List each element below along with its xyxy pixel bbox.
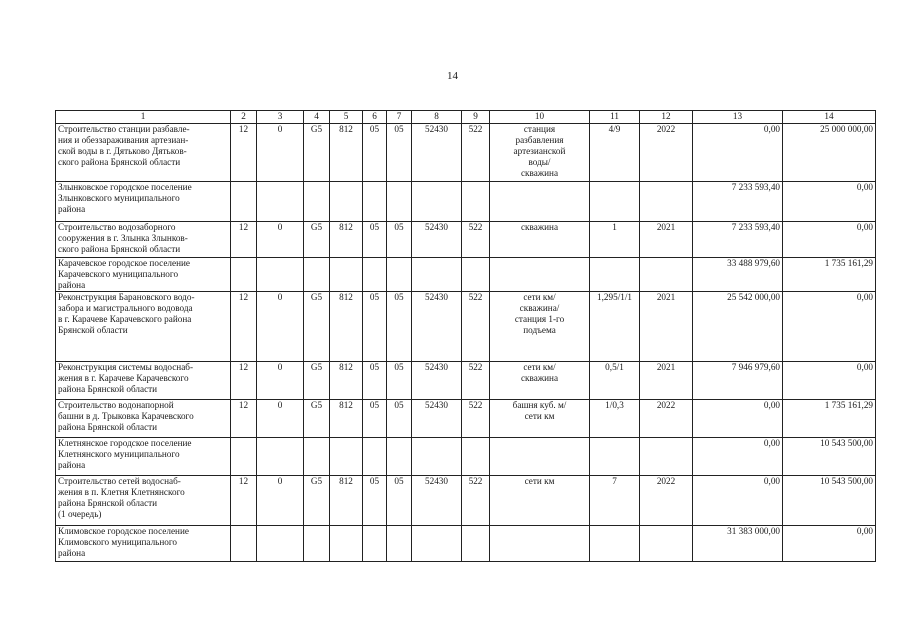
cell-unit bbox=[490, 182, 590, 222]
cell-amount-14: 0,00 bbox=[783, 222, 876, 258]
cell-c2 bbox=[231, 526, 257, 562]
cell-c5: 812 bbox=[330, 292, 363, 362]
cell-c7: 05 bbox=[387, 476, 412, 526]
cell-unit: скважина bbox=[490, 222, 590, 258]
cell-unit: сети км/ скважина/ станция 1-го подъема bbox=[490, 292, 590, 362]
project-row bbox=[56, 124, 876, 182]
cell-amount-14: 10 543 500,00 bbox=[783, 438, 876, 476]
cell-amount-13: 0,00 bbox=[693, 400, 783, 438]
cell-amount-13: 7 233 593,40 bbox=[693, 222, 783, 258]
cell-c7 bbox=[387, 438, 412, 476]
cell-c4: G5 bbox=[304, 222, 330, 258]
cell-capacity bbox=[590, 258, 640, 292]
column-header-5: 5 bbox=[330, 111, 363, 124]
cell-c8: 52430 bbox=[412, 476, 462, 526]
cell-c8 bbox=[412, 438, 462, 476]
cell-c9: 522 bbox=[462, 222, 490, 258]
cell-c9: 522 bbox=[462, 476, 490, 526]
cell-capacity: 4/9 bbox=[590, 124, 640, 182]
cell-c9 bbox=[462, 182, 490, 222]
cell-c9: 522 bbox=[462, 292, 490, 362]
cell-c9: 522 bbox=[462, 362, 490, 400]
cell-c3: 0 bbox=[257, 400, 304, 438]
cell-name: Строительство сетей водоснаб- жения в п. Клетня Клетнянского района Брянской области (1 очередь) bbox=[56, 476, 231, 526]
cell-c6: 05 bbox=[363, 476, 387, 526]
cell-c2: 12 bbox=[231, 124, 257, 182]
cell-c7 bbox=[387, 526, 412, 562]
cell-year bbox=[640, 526, 693, 562]
budget-table bbox=[55, 110, 876, 562]
cell-c6: 05 bbox=[363, 124, 387, 182]
cell-year: 2022 bbox=[640, 124, 693, 182]
column-header-13: 13 bbox=[693, 111, 783, 124]
cell-c9: 522 bbox=[462, 124, 490, 182]
cell-c3: 0 bbox=[257, 362, 304, 400]
cell-c6 bbox=[363, 438, 387, 476]
table-body bbox=[56, 124, 876, 562]
column-header-1: 1 bbox=[56, 111, 231, 124]
settlement-row bbox=[56, 258, 876, 292]
cell-c2: 12 bbox=[231, 476, 257, 526]
cell-capacity bbox=[590, 438, 640, 476]
cell-amount-14: 0,00 bbox=[783, 292, 876, 362]
cell-amount-13: 31 383 000,00 bbox=[693, 526, 783, 562]
cell-c5: 812 bbox=[330, 222, 363, 258]
cell-amount-14: 0,00 bbox=[783, 362, 876, 400]
cell-unit bbox=[490, 258, 590, 292]
cell-amount-14: 1 735 161,29 bbox=[783, 400, 876, 438]
cell-c4: G5 bbox=[304, 362, 330, 400]
cell-unit bbox=[490, 438, 590, 476]
cell-c4: G5 bbox=[304, 476, 330, 526]
settlement-row bbox=[56, 526, 876, 562]
cell-capacity: 0,5/1 bbox=[590, 362, 640, 400]
cell-amount-13: 0,00 bbox=[693, 124, 783, 182]
cell-capacity bbox=[590, 182, 640, 222]
column-header-11: 11 bbox=[590, 111, 640, 124]
cell-c6 bbox=[363, 258, 387, 292]
cell-c2 bbox=[231, 258, 257, 292]
cell-amount-13: 7 233 593,40 bbox=[693, 182, 783, 222]
column-header-10: 10 bbox=[490, 111, 590, 124]
cell-year bbox=[640, 182, 693, 222]
column-header-6: 6 bbox=[363, 111, 387, 124]
cell-c4: G5 bbox=[304, 124, 330, 182]
cell-c4 bbox=[304, 438, 330, 476]
page-number: 14 bbox=[447, 70, 458, 82]
cell-c8 bbox=[412, 258, 462, 292]
cell-unit bbox=[490, 526, 590, 562]
cell-c6: 05 bbox=[363, 292, 387, 362]
cell-year bbox=[640, 258, 693, 292]
cell-c3 bbox=[257, 258, 304, 292]
cell-c3 bbox=[257, 438, 304, 476]
project-row bbox=[56, 222, 876, 258]
cell-amount-14: 1 735 161,29 bbox=[783, 258, 876, 292]
cell-c8: 52430 bbox=[412, 400, 462, 438]
cell-name: Строительство станции разбавле- ния и обеззараживания артезиан- ской воды в г. Дятьково Дятьков- ского района Брянской области bbox=[56, 124, 231, 182]
cell-c4 bbox=[304, 258, 330, 292]
cell-c7: 05 bbox=[387, 292, 412, 362]
cell-c9 bbox=[462, 438, 490, 476]
cell-year: 2021 bbox=[640, 292, 693, 362]
cell-c6: 05 bbox=[363, 362, 387, 400]
cell-c2: 12 bbox=[231, 400, 257, 438]
cell-year: 2022 bbox=[640, 400, 693, 438]
cell-c4: G5 bbox=[304, 400, 330, 438]
cell-year: 2021 bbox=[640, 222, 693, 258]
cell-c7: 05 bbox=[387, 400, 412, 438]
cell-year: 2022 bbox=[640, 476, 693, 526]
cell-amount-13: 7 946 979,60 bbox=[693, 362, 783, 400]
cell-capacity: 7 bbox=[590, 476, 640, 526]
cell-c9 bbox=[462, 526, 490, 562]
cell-c5 bbox=[330, 182, 363, 222]
column-header-2: 2 bbox=[231, 111, 257, 124]
settlement-row bbox=[56, 182, 876, 222]
cell-name: Карачевское городское поселение Карачевского муниципального района bbox=[56, 258, 231, 292]
cell-c5: 812 bbox=[330, 476, 363, 526]
cell-c3: 0 bbox=[257, 292, 304, 362]
cell-c2: 12 bbox=[231, 362, 257, 400]
cell-amount-14: 0,00 bbox=[783, 182, 876, 222]
cell-c6 bbox=[363, 526, 387, 562]
project-row bbox=[56, 400, 876, 438]
cell-c5 bbox=[330, 258, 363, 292]
cell-c3: 0 bbox=[257, 476, 304, 526]
cell-c7 bbox=[387, 258, 412, 292]
cell-c5: 812 bbox=[330, 362, 363, 400]
cell-capacity bbox=[590, 526, 640, 562]
cell-amount-13: 0,00 bbox=[693, 438, 783, 476]
cell-capacity: 1,295/1/1 bbox=[590, 292, 640, 362]
cell-unit: станция разбавления артезианской воды/ скважина bbox=[490, 124, 590, 182]
cell-name: Климовское городское поселение Климовского муниципального района bbox=[56, 526, 231, 562]
cell-amount-13: 0,00 bbox=[693, 476, 783, 526]
cell-name: Строительство водозаборного сооружения в г. Злынка Злынков- ского района Брянской области bbox=[56, 222, 231, 258]
header-row bbox=[56, 111, 876, 124]
cell-c6: 05 bbox=[363, 400, 387, 438]
column-header-9: 9 bbox=[462, 111, 490, 124]
cell-year: 2021 bbox=[640, 362, 693, 400]
project-row bbox=[56, 292, 876, 362]
cell-amount-14: 25 000 000,00 bbox=[783, 124, 876, 182]
cell-c5 bbox=[330, 526, 363, 562]
cell-capacity: 1/0,3 bbox=[590, 400, 640, 438]
cell-c4: G5 bbox=[304, 292, 330, 362]
cell-name: Реконструкция системы водоснаб- жения в г. Карачеве Карачевского района Брянской области bbox=[56, 362, 231, 400]
cell-c2: 12 bbox=[231, 222, 257, 258]
cell-amount-14: 0,00 bbox=[783, 526, 876, 562]
cell-c4 bbox=[304, 526, 330, 562]
cell-c7: 05 bbox=[387, 124, 412, 182]
cell-amount-13: 33 488 979,60 bbox=[693, 258, 783, 292]
cell-c8: 52430 bbox=[412, 124, 462, 182]
project-row bbox=[56, 362, 876, 400]
column-header-8: 8 bbox=[412, 111, 462, 124]
cell-c7 bbox=[387, 182, 412, 222]
column-header-7: 7 bbox=[387, 111, 412, 124]
project-row bbox=[56, 476, 876, 526]
cell-c5: 812 bbox=[330, 400, 363, 438]
cell-year bbox=[640, 438, 693, 476]
cell-capacity: 1 bbox=[590, 222, 640, 258]
cell-c7: 05 bbox=[387, 362, 412, 400]
cell-c3 bbox=[257, 526, 304, 562]
cell-c9: 522 bbox=[462, 400, 490, 438]
cell-c5 bbox=[330, 438, 363, 476]
cell-c4 bbox=[304, 182, 330, 222]
cell-c3: 0 bbox=[257, 222, 304, 258]
cell-unit: сети км/ скважина bbox=[490, 362, 590, 400]
column-header-4: 4 bbox=[304, 111, 330, 124]
cell-name: Реконструкция Барановского водо- забора и магистрального водовода в г. Карачеве Карачевского района Брянской области bbox=[56, 292, 231, 362]
cell-c5: 812 bbox=[330, 124, 363, 182]
settlement-row bbox=[56, 438, 876, 476]
cell-c6 bbox=[363, 182, 387, 222]
cell-amount-14: 10 543 500,00 bbox=[783, 476, 876, 526]
cell-c9 bbox=[462, 258, 490, 292]
cell-c2 bbox=[231, 438, 257, 476]
cell-unit: башня куб. м/ сети км bbox=[490, 400, 590, 438]
cell-c8: 52430 bbox=[412, 222, 462, 258]
cell-c3 bbox=[257, 182, 304, 222]
cell-name: Злынковское городское поселение Злынковского муниципального района bbox=[56, 182, 231, 222]
cell-name: Клетнянское городское поселение Клетнянского муниципального района bbox=[56, 438, 231, 476]
cell-unit: сети км bbox=[490, 476, 590, 526]
cell-c8: 52430 bbox=[412, 292, 462, 362]
column-header-12: 12 bbox=[640, 111, 693, 124]
cell-c3: 0 bbox=[257, 124, 304, 182]
cell-c6: 05 bbox=[363, 222, 387, 258]
cell-c7: 05 bbox=[387, 222, 412, 258]
cell-c8 bbox=[412, 182, 462, 222]
column-header-3: 3 bbox=[257, 111, 304, 124]
cell-name: Строительство водонапорной башни в д. Трыковка Карачевского района Брянской области bbox=[56, 400, 231, 438]
cell-c8: 52430 bbox=[412, 362, 462, 400]
column-header-14: 14 bbox=[783, 111, 876, 124]
cell-c2 bbox=[231, 182, 257, 222]
cell-amount-13: 25 542 000,00 bbox=[693, 292, 783, 362]
cell-c8 bbox=[412, 526, 462, 562]
cell-c2: 12 bbox=[231, 292, 257, 362]
